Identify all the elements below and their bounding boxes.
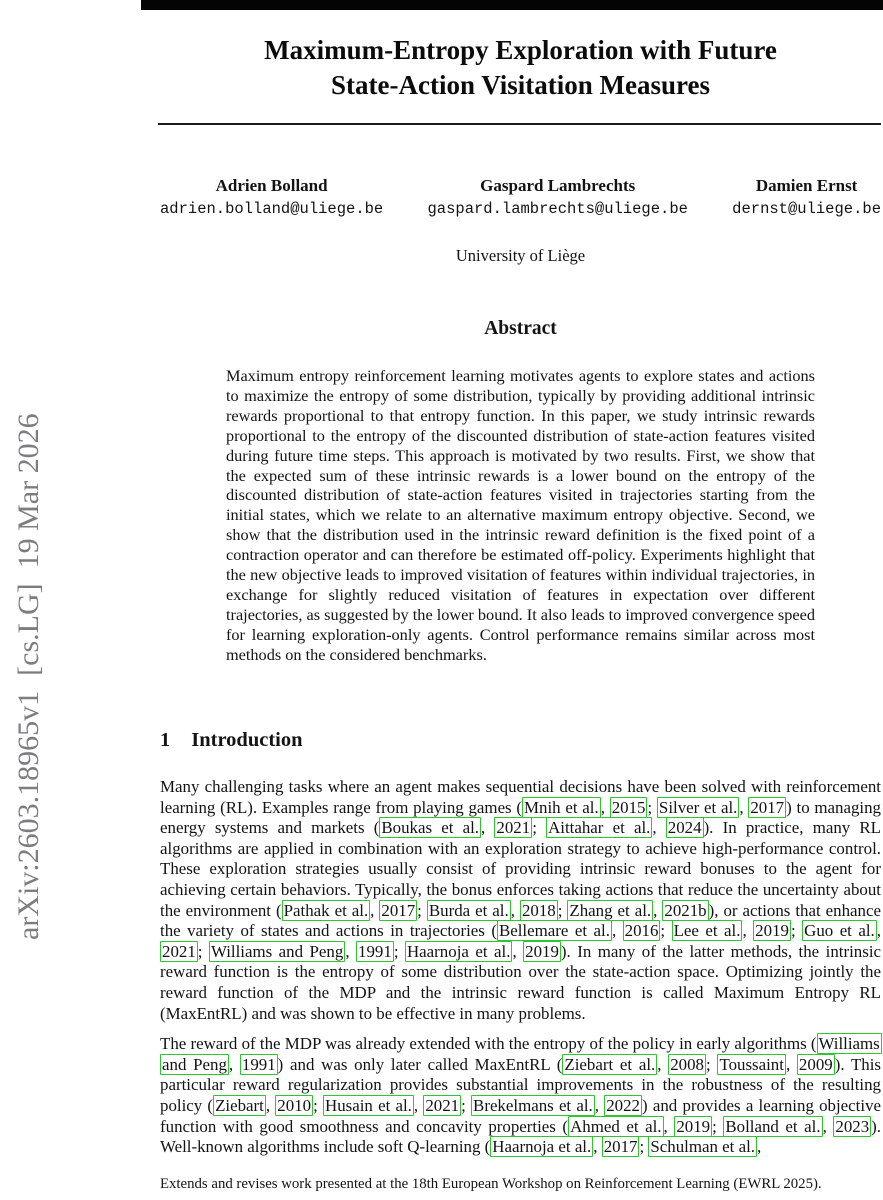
arxiv-watermark-text: arXiv:2603.18965v1 [cs.LG] 19 Mar 2026 [12,413,45,940]
citation-link[interactable]: Williams and Peng [162,1034,880,1074]
author-3 [732,176,881,218]
author-block [160,176,881,218]
author-name: Gaspard Lambrechts [480,176,636,195]
citation-link[interactable]: Mnih et al. [524,797,599,817]
author-email: gaspard.lambrechts@uliege.be [427,200,688,218]
author-name: Adrien Bolland [215,176,328,195]
citation-link[interactable]: Zhang et al. [569,900,652,920]
citation-link[interactable]: Burda et al. [428,900,509,920]
citation-link[interactable]: Ahmed et al. [570,1116,662,1136]
citation-link[interactable]: Guo et al. [804,921,875,941]
citation-link[interactable]: Aittahar et al. [548,818,651,838]
citation-link[interactable]: Pathak et al. [283,900,369,920]
citation-link[interactable]: Lee et al. [673,921,741,941]
citation-link[interactable]: 2021b [664,900,707,920]
citation-link[interactable]: Haarnoja et al. [406,941,511,961]
section-number: 1 [160,729,171,751]
citation-link[interactable]: Boukas et al. [381,818,479,838]
citation-link[interactable]: 2017 [603,1137,638,1157]
author-name: Damien Ernst [755,176,858,195]
abstract-heading: Abstract [484,318,557,339]
citation-link[interactable]: 2019 [676,1116,711,1136]
abstract-text: Maximum entropy reinforcement learning motivates agents to explore states and actions to maximize the entropy of some distribution, typically by providing additional intrinsic rewards proportional to that entropy function. In this paper, we study intrinsic rewards proportional to the entropy of the discounted distribution of state-action features visited during future time steps. This approach is motivated by two results. First, we show that the expected sum of these intrinsic rewards is a lower bound on the entropy of the discounted distribution of state-action features visited in trajectories starting from the initial states, which we relate to an alternative maximum entropy objective. Second, we show that the distribution used in the intrinsic reward definition is the fixed point of a contraction operator and can therefore be estimated off-policy. Experiments highlight that the new objective leads to improved visitation of features within individual trajectories, in exchange for slightly reduced visitation of features in expectation over different trajectories, as suggested by the lower bound. It also leads to improved convergence speed for learning exploration-only agents. Control performance remains similar across most methods on the considered benchmarks. [226,366,815,664]
citation-link[interactable]: Ziebart et al. [564,1054,656,1074]
arxiv-watermark [4,240,48,940]
citation-link[interactable]: Ziebart [215,1095,264,1115]
author-1 [160,176,383,218]
citation-link[interactable]: Toussaint [719,1054,784,1074]
citation-link[interactable]: 2022 [606,1095,640,1115]
citation-link[interactable]: 1991 [358,941,392,961]
citation-link[interactable]: 2010 [277,1095,312,1115]
citation-link[interactable]: 1991 [241,1054,276,1074]
title-rule [158,123,881,125]
paragraph: Many challenging tasks where an agent makes sequential decisions have been solved with reinforcement learning (RL). Examples range from playing games ( Mnih et al. , 2015 ; Silver et al. , 2017 ) to managing energy systems and markets ( Boukas et al. , 2021 ; Aittahar et al. , 2024 ). In practice, many RL algorithms are applied in combination with an exploration strategy to achieve high-performance control. These exploration strategies usually consist of providing intrinsic reward bonuses to the agent for achieving certain behaviors. Typically, the bonus enforces taking actions that reduce the uncertainty about the environment ( Pathak et al. , 2017 ; Burda et al. , 2018 ; Zhang et al. , 2021b ), or actions that enhance the variety of states and actions in trajectories ( Bellemare et al. , 2016 ; Lee et al. , 2019 ; Guo et al. , 2021 ; Williams and Peng , 1991 ; Haarnoja et al. , 2019 ). In many of the latter methods, the intrinsic reward function is the entropy of some distribution over the state-action space. Optimizing jointly the reward function of the MDP and the intrinsic reward function is called Maximum Entropy RL (MaxEntRL) and was shown to be effective in many problems. [160,777,882,1023]
citation-link[interactable]: 2015 [611,797,646,817]
author-email: dernst@uliege.be [732,200,881,218]
citation-link[interactable]: 2017 [750,797,785,817]
citation-link[interactable]: 2024 [667,818,702,838]
paper-title [160,33,881,103]
citation-link[interactable]: Silver et al. [658,797,738,817]
citation-link[interactable]: 2017 [381,900,416,920]
citation-link[interactable]: Haarnoja et al. [492,1137,592,1157]
citation-link[interactable]: 2023 [835,1116,870,1136]
citation-link[interactable]: Williams and Peng [210,941,344,961]
citation-link[interactable]: 2009 [798,1054,833,1074]
intro-paragraphs [160,777,881,1168]
paper-title-line1: Maximum-Entropy Exploration with Future [264,35,777,65]
citation-link[interactable]: 2019 [755,921,789,941]
section-title: Introduction [191,729,303,751]
citation-link[interactable]: Husain et al. [325,1095,412,1115]
author-2 [427,176,687,218]
author-email: adrien.bolland@uliege.be [160,200,384,218]
section-heading-introduction [160,729,303,752]
citation-link[interactable]: 2016 [624,921,659,941]
citation-link[interactable]: 2018 [521,900,556,920]
citation-link[interactable]: Bellemare et al. [498,921,610,941]
paper-title-line2: State-Action Visitation Measures [331,70,710,100]
citation-link[interactable]: Schulman et al. [650,1137,755,1157]
affiliation: University of Liège [455,246,586,265]
citation-link[interactable]: Brekelmans et al. [473,1095,593,1115]
footnote: Extends and revises work presented at the 18th European Workshop on Reinforcement Learning (EWRL 2025). [160,1176,822,1192]
paper-content [160,0,881,1200]
citation-link[interactable]: Bolland et al. [725,1116,821,1136]
citation-link[interactable]: 2021 [425,1095,460,1115]
citation-link[interactable]: 2021 [162,941,196,961]
citation-link[interactable]: 2008 [670,1054,704,1074]
citation-link[interactable]: 2019 [525,941,559,961]
paragraph: The reward of the MDP was already extended with the entropy of the policy in early algorithms ( Williams and Peng , 1991 ) and was only later called MaxEntRL ( Ziebart et al. , 2008 ; Toussaint , 2009 ). This particular reward regularization provides substantial improvements in the robustness of the resulting policy ( Ziebart , 2010 ; Husain et al. , 2021 ; Brekelmans et al. , 2022 ) and provides a learning objective function with good smoothness and concavity properties ( Ahmed et al. , 2019 ; Bolland et al. , 2023 ). Well-known algorithms include soft Q-learning ( Haarnoja et al. , 2017 ; Schulman et al. , [160,1034,882,1157]
citation-link[interactable]: 2021 [496,818,531,838]
